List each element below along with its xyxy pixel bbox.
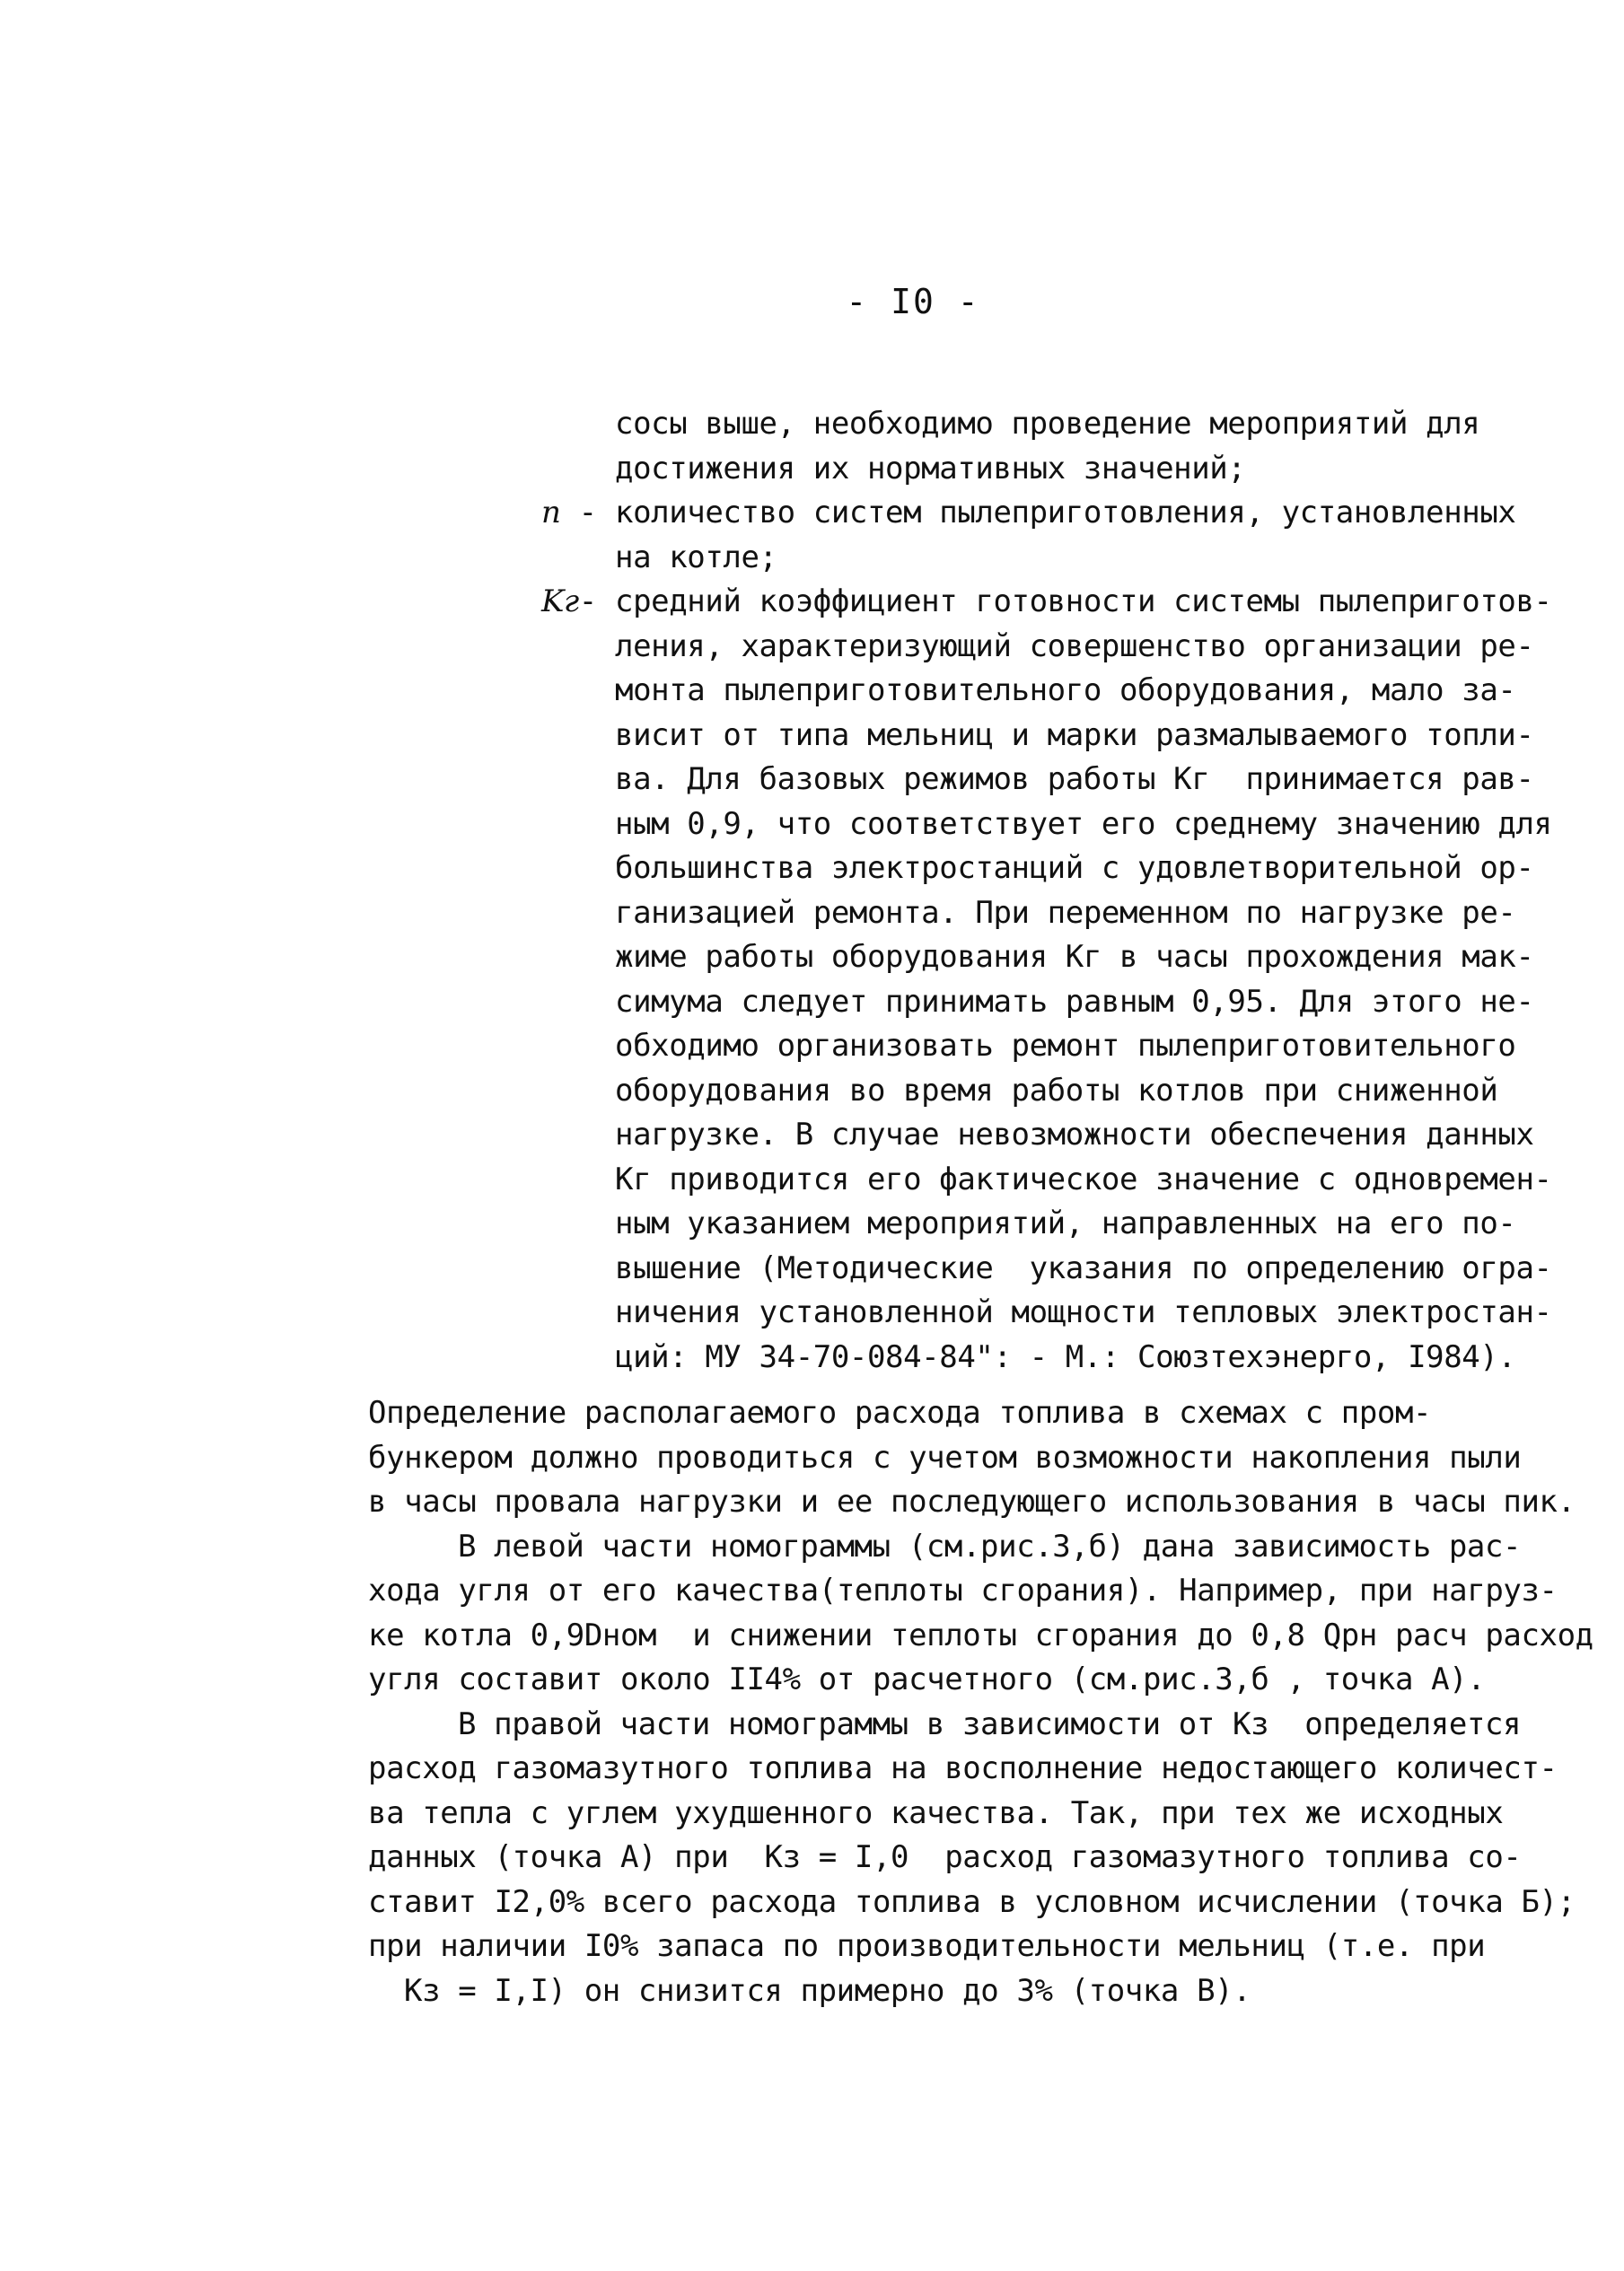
definition-continuation bbox=[615, 402, 1589, 491]
definitions-list bbox=[541, 402, 1589, 1380]
paragraph-left-nomogram bbox=[368, 1525, 1593, 1703]
paragraph-line: в часы провала нагрузки и ее последующего использования в часы пик. bbox=[368, 1484, 1576, 1520]
paragraph-line: расход газомазутного топлива на восполнение недостающего количест- bbox=[368, 1750, 1558, 1786]
definition-line: средний коэффициент готовности системы пылеприготов- bbox=[615, 583, 1552, 619]
paragraph-line: ва тепла с углем ухудшенного качества. Так, при тех же исходных bbox=[368, 1794, 1504, 1831]
paragraph-line: В левой части номограммы (см.рис.3,б) дана зависимость рас- bbox=[458, 1528, 1522, 1565]
paragraph-line: данных (точка А) при Kз = I,0 расход газомазутного топлива со- bbox=[368, 1839, 1522, 1875]
definition-line: ганизацией ремонта. При переменном по нагрузке ре- bbox=[615, 894, 1516, 931]
definition-symbol: n - bbox=[541, 495, 597, 530]
definition-line: оборудования во время работы котлов при сниженной bbox=[615, 1072, 1498, 1109]
definition-n bbox=[541, 491, 1589, 580]
definition-line: нагрузке. В случае невозможности обеспечения данных bbox=[615, 1117, 1534, 1153]
definition-line: жиме работы оборудования Kг в часы прохождения мак- bbox=[615, 939, 1534, 975]
paragraph-line: ставит I2,0% всего расхода топлива в условном исчислении (точка Б); bbox=[368, 1883, 1576, 1920]
definition-line: ным указанием мероприятий, направленных на его по- bbox=[615, 1206, 1516, 1241]
definition-line: ным 0,9, что соответствует его среднему значению для bbox=[615, 805, 1552, 842]
definition-symbol: Kг- bbox=[541, 583, 597, 619]
paragraph-line: В правой части номограммы в зависимости от Kз определяется bbox=[458, 1705, 1522, 1742]
paragraph-line: при наличии I0% запаса по производительности мельниц (т.е. при bbox=[368, 1928, 1486, 1964]
definition-line: ничения установленной мощности тепловых электростан- bbox=[615, 1294, 1552, 1330]
definition-line: вышение (Методические указания по определению огра- bbox=[615, 1249, 1552, 1286]
definition-line: обходимо организовать ремонт пылеприготовительного bbox=[615, 1028, 1516, 1064]
definition-line: ва. Для базовых режимов работы Kг принимается рав- bbox=[615, 761, 1534, 797]
paragraph-line: бункером должно проводиться с учетом возможности накопления пыли bbox=[368, 1439, 1522, 1476]
definition-line: Kг приводится его фактическое значение с одновремен- bbox=[615, 1161, 1552, 1197]
paragraph-line: угля составит около II4% от расчетного (см.рис.3,б , точка А). bbox=[368, 1662, 1486, 1697]
definition-line: на котле; bbox=[615, 539, 777, 575]
definition-line: ций: МУ 34-70-084-84": - М.: Союзтехэнерго, I984). bbox=[615, 1338, 1516, 1375]
definition-line: монта пылеприготовительного оборудования, мало за- bbox=[615, 672, 1516, 708]
definition-line: большинства электростанций с удовлетворительной ор- bbox=[615, 850, 1534, 886]
paragraph-line: хода угля от его качества(теплоты сгорания). Например, при нагруз- bbox=[368, 1573, 1558, 1609]
paragraph-right-nomogram bbox=[368, 1703, 1589, 2014]
paragraph-prombunker bbox=[368, 1391, 1589, 1525]
definition-line: достижения их нормативных значений; bbox=[615, 450, 1246, 487]
body-text bbox=[368, 1391, 1593, 2013]
paragraph-line: Kз = I,I) он снизится примерно до 3% (точка В). bbox=[404, 1972, 1251, 2009]
definition-line: сосы выше, необходимо проведение мероприятий для bbox=[615, 406, 1480, 442]
definition-line: ления, характеризующий совершенство организации ре- bbox=[615, 627, 1534, 664]
definition-line: симума следует принимать равным 0,95. Для этого не- bbox=[615, 983, 1534, 1020]
page-number: - I0 - bbox=[846, 282, 980, 321]
definition-line: висит от типа мельниц и марки размалываемого топли- bbox=[615, 716, 1534, 753]
definition-line: количество систем пылеприготовления, установленных bbox=[615, 495, 1516, 530]
definition-kg bbox=[541, 580, 1589, 1380]
paragraph-line: Определение располагаемого расхода топлива в схемах с пром- bbox=[368, 1395, 1432, 1431]
paragraph-line: ке котла 0,9Dном и снижении теплоты сгорания до 0,8 Qрн расч расход bbox=[368, 1617, 1593, 1653]
